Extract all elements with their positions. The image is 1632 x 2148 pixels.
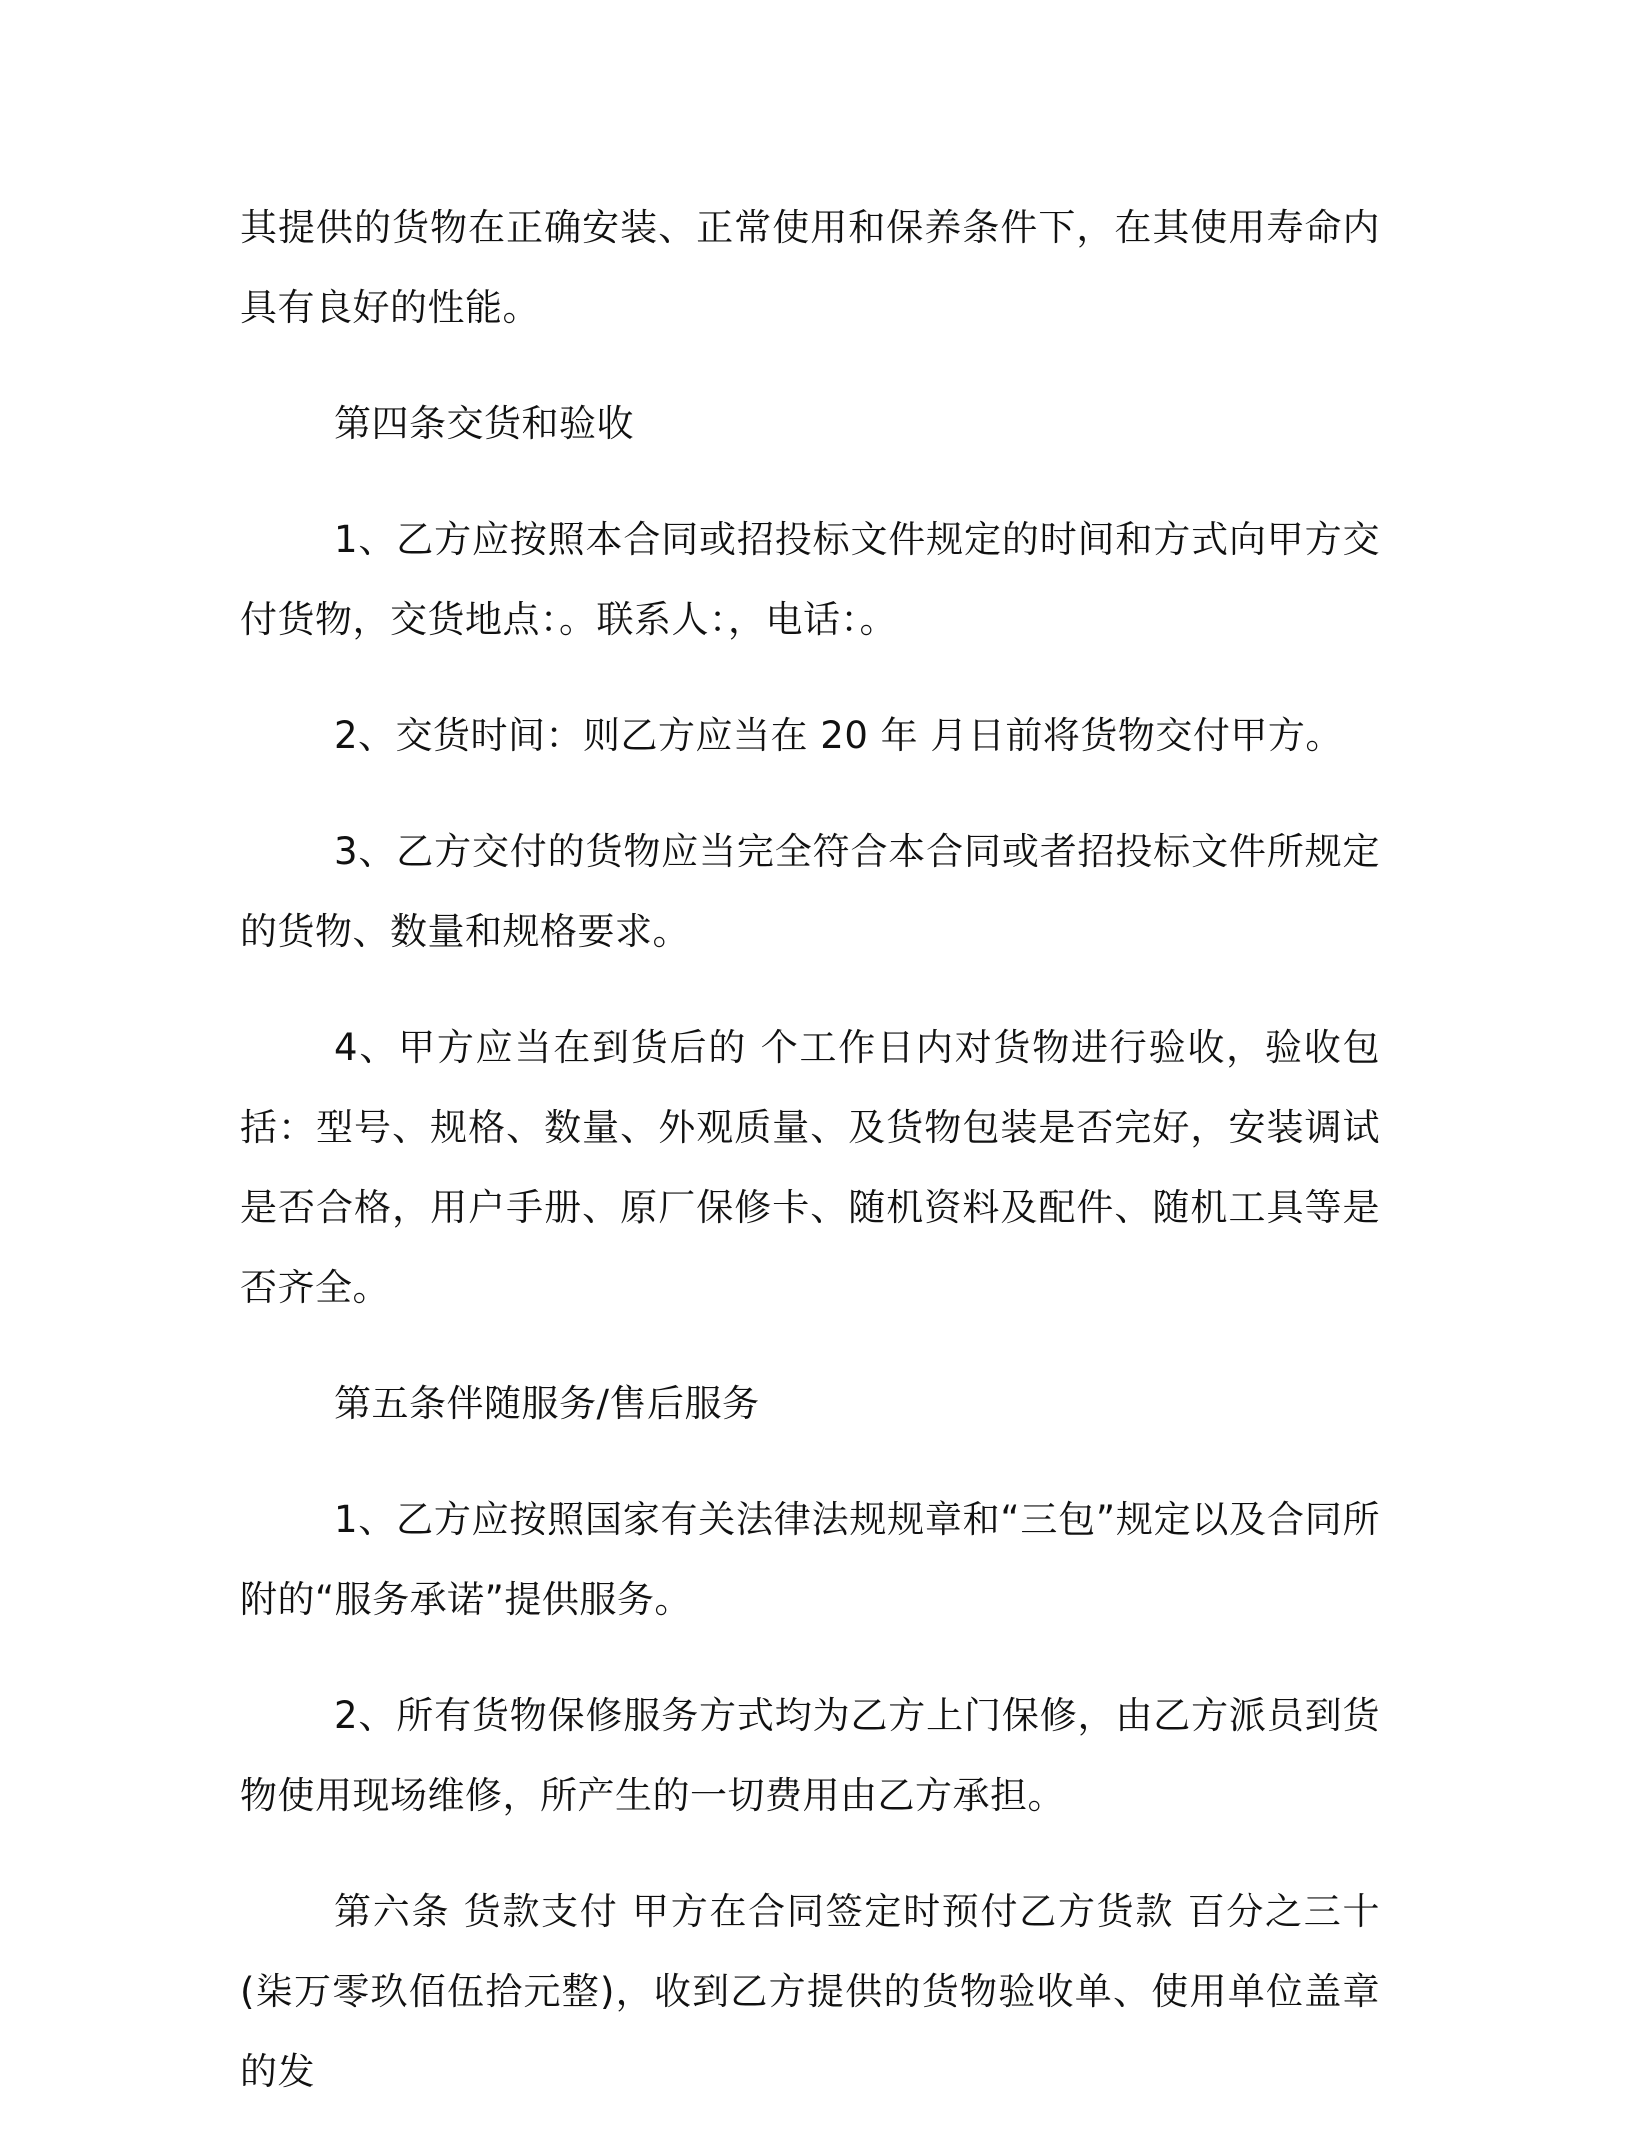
- section-heading-article-4: 第四条交货和验收: [334, 402, 634, 445]
- clause-4-2: 2、交货时间：则乙方应当在 20 年 月日前将货物交付甲方。: [334, 714, 1343, 757]
- clause-4-1: 1、乙方应按照本合同或招投标文件规定的时间和方式向甲方交付货物，交货地点：。联系人：，电话：。: [240, 518, 1380, 641]
- section-article-6-payment: 第六条 货款支付 甲方在合同签定时预付乙方货款 百分之三十(柒万零玖佰伍拾元整)，收到乙方提供的货物验收单、使用单位盖章的发: [240, 1890, 1380, 2093]
- clause-5-2: 2、所有货物保修服务方式均为乙方上门保修，由乙方派员到货物使用现场维修，所产生的一切费用由乙方承担。: [240, 1694, 1380, 1817]
- section-heading-article-5: 第五条伴随服务/售后服务: [334, 1382, 760, 1425]
- clause-4-4: 4、甲方应当在到货后的 个工作日内对货物进行验收，验收包括：型号、规格、数量、外观质量、及货物包装是否完好，安装调试是否合格，用户手册、原厂保修卡、随机资料及配件、随机工具等是否齐全。: [240, 1026, 1380, 1309]
- document-body: [240, 188, 1380, 2148]
- paragraph-warranty-continuation: 其提供的货物在正确安装、正常使用和保养条件下，在其使用寿命内具有良好的性能。: [240, 206, 1380, 329]
- clause-4-3: 3、乙方交付的货物应当完全符合本合同或者招投标文件所规定的货物、数量和规格要求。: [240, 830, 1380, 953]
- clause-5-1: 1、乙方应按照国家有关法律法规规章和“三包”规定以及合同所附的“服务承诺”提供服务。: [240, 1498, 1380, 1621]
